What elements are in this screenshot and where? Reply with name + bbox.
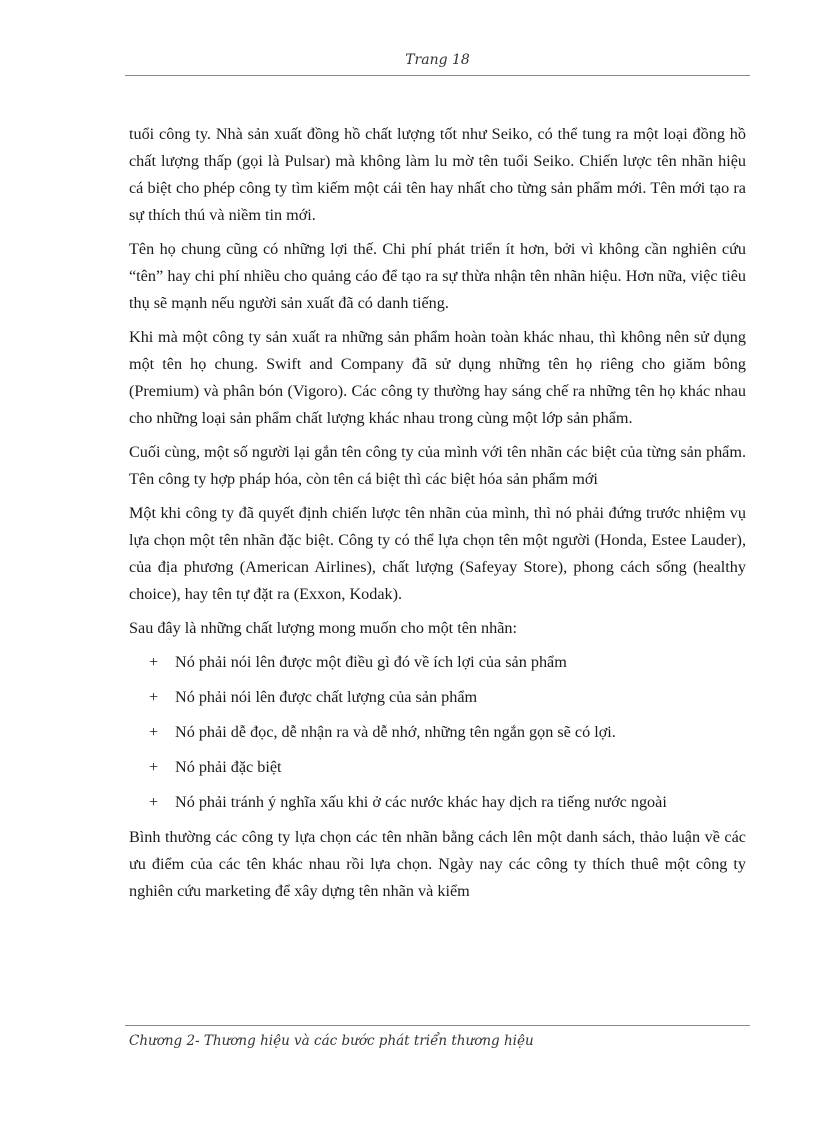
paragraph: Khi mà một công ty sản xuất ra những sản phẩm hoàn toàn khác nhau, thì không nên sử dụng một tên họ chung. Swift and Company đã sử dụng những tên họ riêng cho giăm bông (Premium) và phân bón (Vigoro). Các công ty thường hay sáng chế ra những tên họ khác nhau cho những loại sản phẩm chất lượng khác nhau trong cùng một lớp sản phẩm. [129, 328, 746, 427]
paragraph: Tên họ chung cũng có những lợi thế. Chi phí phát triển ít hơn, bởi vì không cần nghiên cứu “tên” hay chi phí nhiều cho quảng cáo để tạo ra sự thừa nhận tên nhãn hiệu. Hơn nữa, việc tiêu thụ sẽ mạnh nếu người sản xuất đã có danh tiếng. [129, 240, 746, 312]
list-item-text: Nó phải tránh ý nghĩa xấu khi ở các nước khác hay dịch ra tiếng nước ngoài [175, 793, 667, 811]
list-item-text: Nó phải nói lên được một điều gì đó về ích lợi của sản phẩm [175, 653, 567, 671]
list-item [129, 649, 746, 676]
paragraph: Bình thường các công ty lựa chọn các tên nhãn bằng cách lên một danh sách, thảo luận về các ưu điểm của các tên khác nhau rồi lựa chọn. Ngày nay các công ty thích thuê một công ty nghiên cứu marketing để xây dựng tên nhãn và kiểm [129, 828, 746, 900]
list-item [129, 684, 746, 711]
footer-divider [125, 1025, 750, 1026]
bullet-marker: + [149, 688, 159, 706]
list-item-text: Nó phải nói lên được chất lượng của sản phẩm [175, 688, 478, 706]
header-divider [125, 75, 750, 76]
bullet-marker: + [149, 723, 159, 741]
list-item-text: Nó phải dễ đọc, dễ nhận ra và dễ nhớ, những tên ngắn gọn sẽ có lợi. [175, 723, 616, 741]
bullet-marker: + [149, 653, 159, 671]
document-body [129, 121, 746, 912]
list-item [129, 754, 746, 781]
page-header: Trang 18 [405, 52, 470, 68]
page-footer: Chương 2- Thương hiệu và các bước phát triển thương hiệu [129, 1033, 534, 1049]
paragraph: Một khi công ty đã quyết định chiến lược tên nhãn của mình, thì nó phải đứng trước nhiệm vụ lựa chọn một tên nhãn đặc biệt. Công ty có thể lựa chọn tên một người (Honda, Estee Lauder), của địa phương (American Airlines), chất lượng (Safeyay Store), phong cách sống (healthy choice), hay tên tự đặt ra (Exxon, Kodak). [129, 504, 746, 603]
list-item [129, 719, 746, 746]
paragraph: tuổi công ty. Nhà sản xuất đồng hồ chất lượng tốt như Seiko, có thể tung ra một loại đồng hồ chất lượng thấp (gọi là Pulsar) mà không làm lu mờ tên tuổi Seiko. Chiến lược tên nhãn hiệu cá biệt cho phép công ty tìm kiếm một cái tên hay nhất cho từng sản phẩm mới. Tên mới tạo ra sự thích thú và niềm tin mới. [129, 125, 746, 224]
paragraph: Cuối cùng, một số người lại gắn tên công ty của mình với tên nhãn các biệt của từng sản phẩm. Tên công ty hợp pháp hóa, còn tên cá biệt thì các biệt hóa sản phẩm mới [129, 443, 746, 488]
list-item [129, 789, 746, 816]
paragraph: Sau đây là những chất lượng mong muốn cho một tên nhãn: [129, 619, 518, 637]
bullet-marker: + [149, 793, 159, 811]
bullet-list [129, 649, 746, 816]
list-item-text: Nó phải đặc biệt [175, 758, 282, 776]
bullet-marker: + [149, 758, 159, 776]
